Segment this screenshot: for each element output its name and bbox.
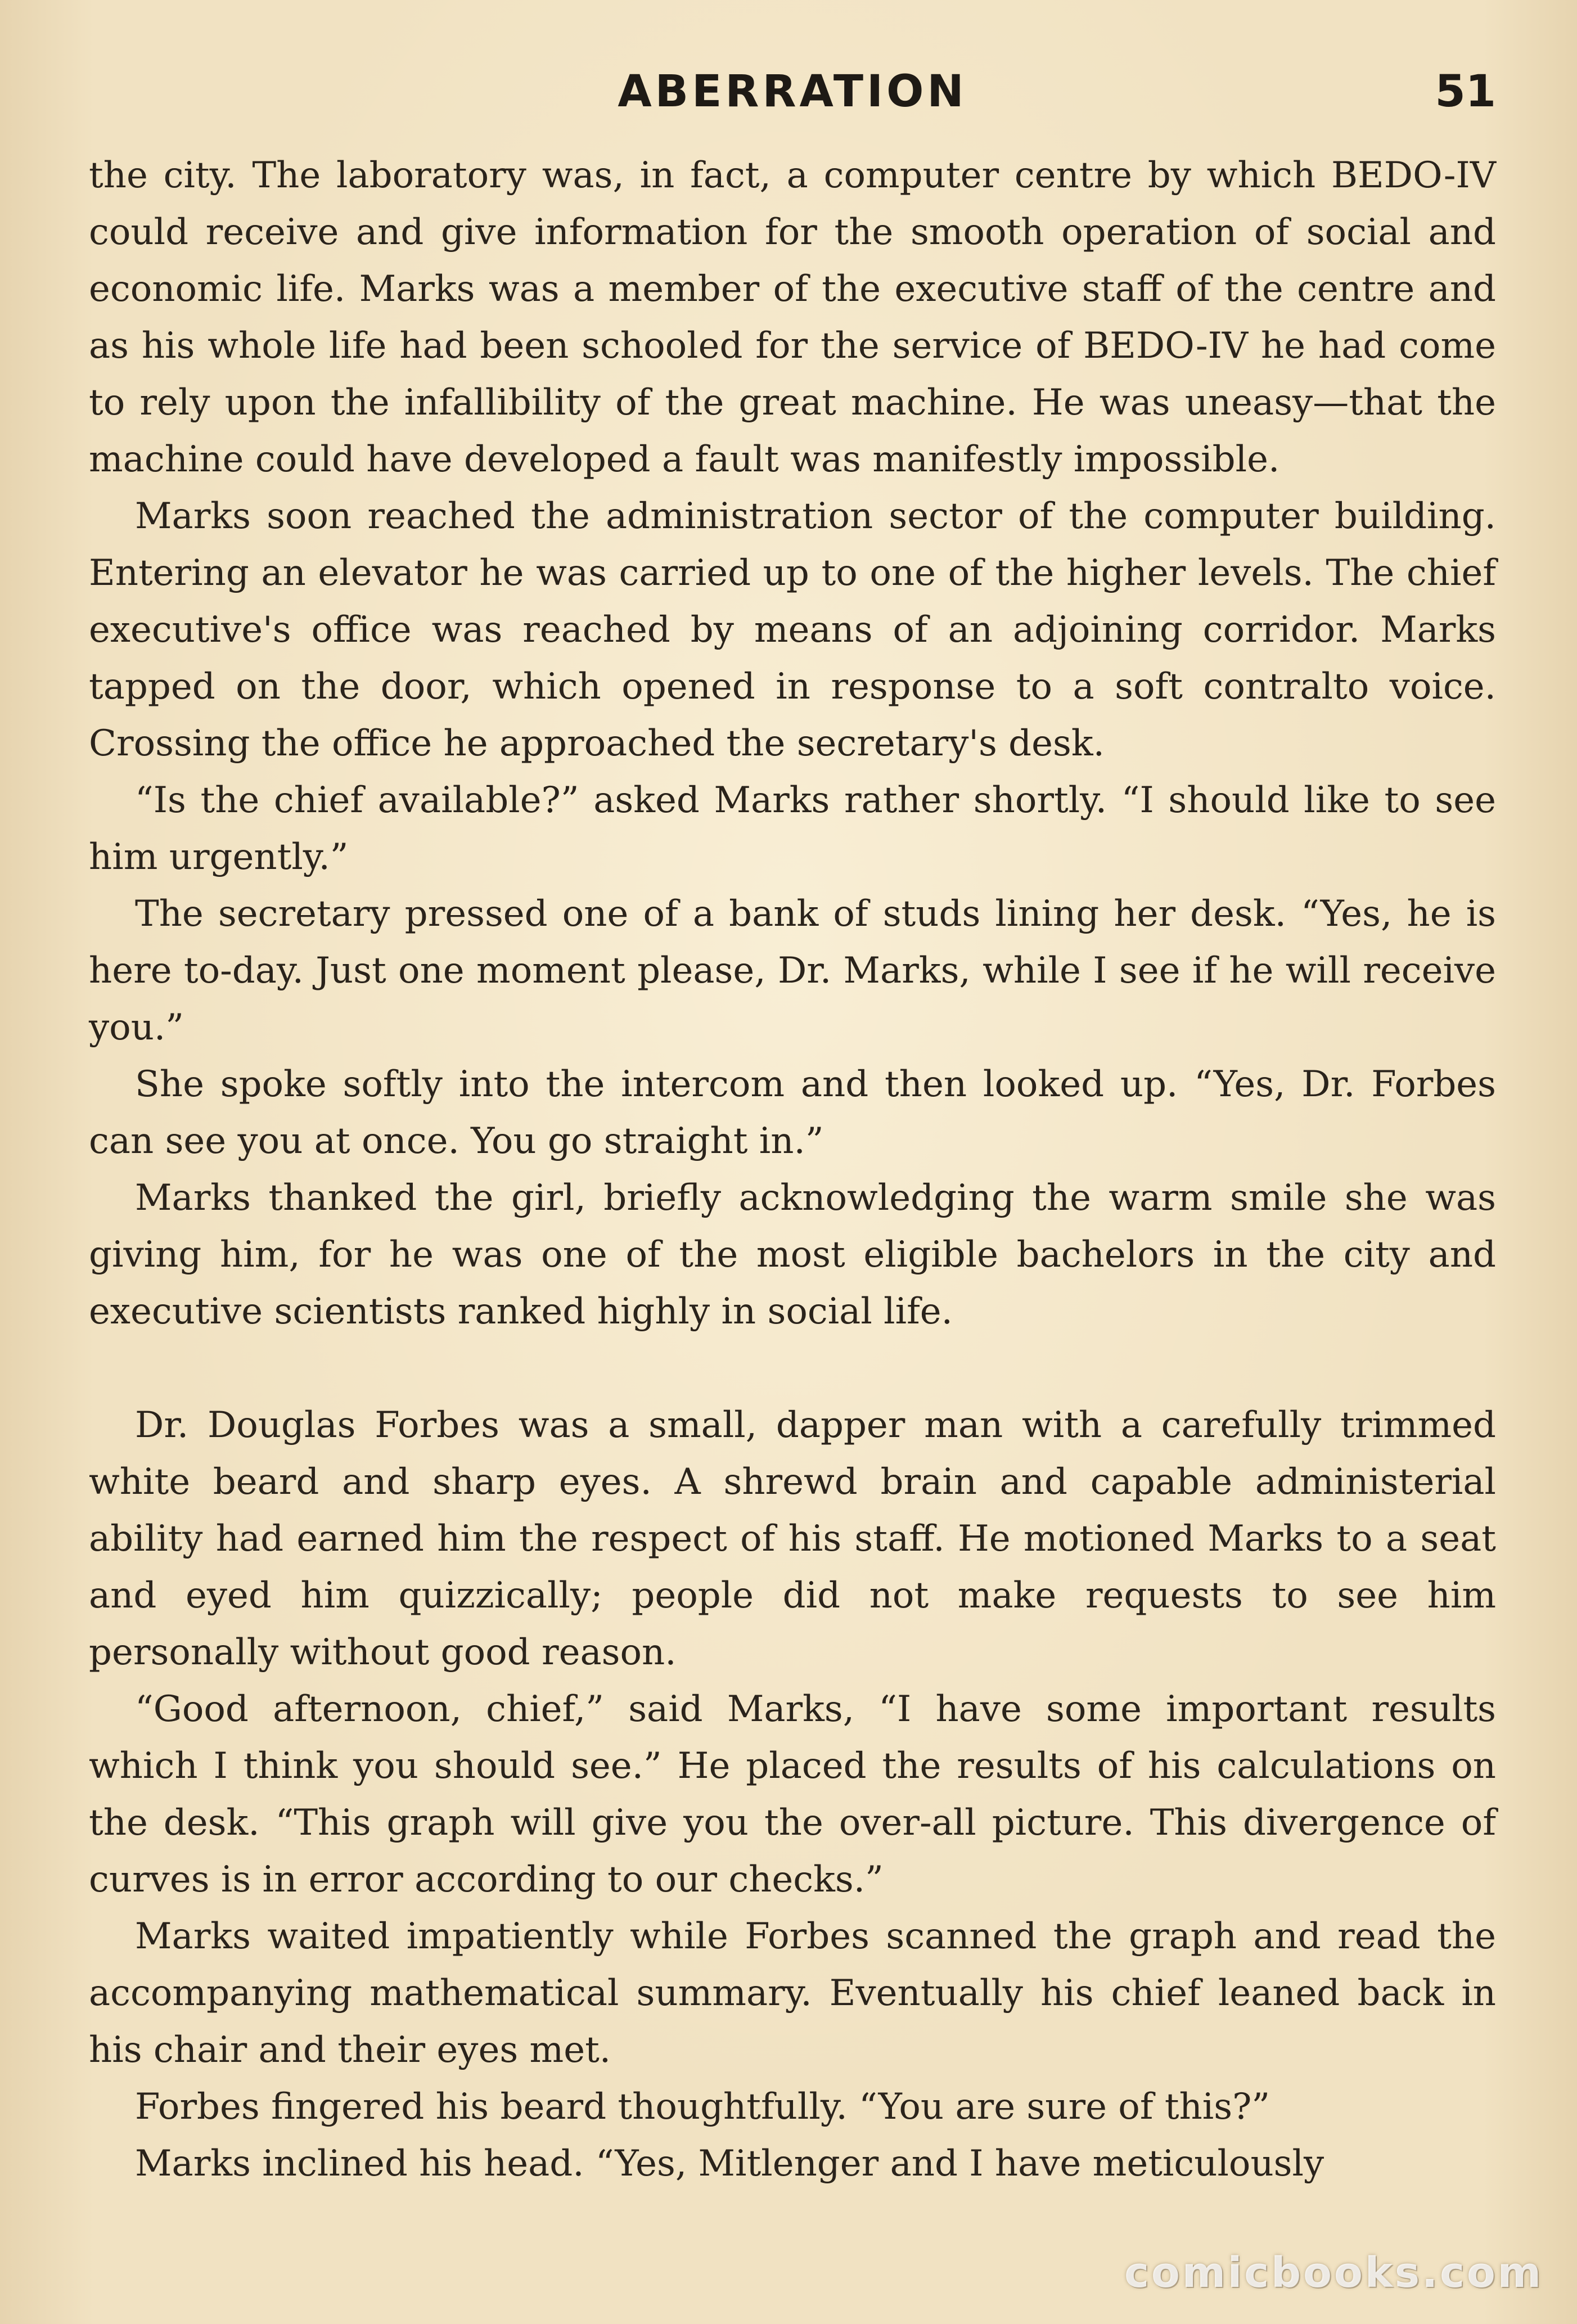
paragraph: Marks soon reached the administration sector of the computer building. Entering an elevator he was carried up to one of the higher levels. The chief executive's office was reached by means of an adjoining corridor. Marks tapped on the door, which opened in response to a soft contralto voice. Crossing the office he approached the secretary's desk. bbox=[89, 496, 1496, 764]
paragraph: Dr. Douglas Forbes was a small, dapper man with a carefully trimmed white beard and sharp eyes. A shrewd brain and capable administerial ability had earned him the respect of his staff. He motioned Marks to a seat and eyed him quizzically; people did not make requests to see him personally without good reason. bbox=[89, 1404, 1496, 1673]
paragraph: Marks thanked the girl, briefly acknowledging the warm smile she was giving him, for he was one of the most eligible bachelors in the city and executive scientists ranked highly in social life. bbox=[89, 1177, 1496, 1332]
paragraph: Marks inclined his head. “Yes, Mitlenger and I have meticulously bbox=[135, 2143, 1324, 2185]
running-title: ABERRATION bbox=[618, 66, 967, 117]
paragraph: The secretary pressed one of a bank of studs lining her desk. “Yes, he is here to-day. Just one moment please, Dr. Marks, while I see if he will receive you.” bbox=[89, 893, 1496, 1048]
page-number: 51 bbox=[1435, 66, 1496, 117]
paragraph: “Is the chief available?” asked Marks rather shortly. “I should like to see him urgently.” bbox=[89, 780, 1496, 878]
watermark: comicbooks.com bbox=[1124, 2249, 1543, 2297]
paragraph: Marks waited impatiently while Forbes scanned the graph and read the accompanying mathematical summary. Eventually his chief leaned back in his chair and their eyes met. bbox=[89, 1916, 1496, 2071]
paragraph: She spoke softly into the intercom and then looked up. “Yes, Dr. Forbes can see you at once. You go straight in.” bbox=[89, 1064, 1496, 1162]
paragraph: “Good afternoon, chief,” said Marks, “I have some important results which I think you should see.” He placed the results of his calculations on the desk. “This graph will give you the over-all picture. This divergence of curves is in error according to our checks.” bbox=[89, 1688, 1496, 1900]
paragraph: the city. The laboratory was, in fact, a computer centre by which BEDO-IV could receive and give information for the smooth operation of social and economic life. Marks was a member of the executive staff of the centre and as his whole life had been schooled for the service of BEDO-IV he had come to rely upon the infallibility of the great machine. He was uneasy—that the machine could have developed a fault was manifestly impossible. bbox=[89, 155, 1496, 480]
running-header bbox=[89, 66, 1496, 128]
paragraph: Forbes fingered his beard thoughtfully. “You are sure of this?” bbox=[135, 2086, 1270, 2128]
body-text bbox=[89, 147, 1496, 2192]
